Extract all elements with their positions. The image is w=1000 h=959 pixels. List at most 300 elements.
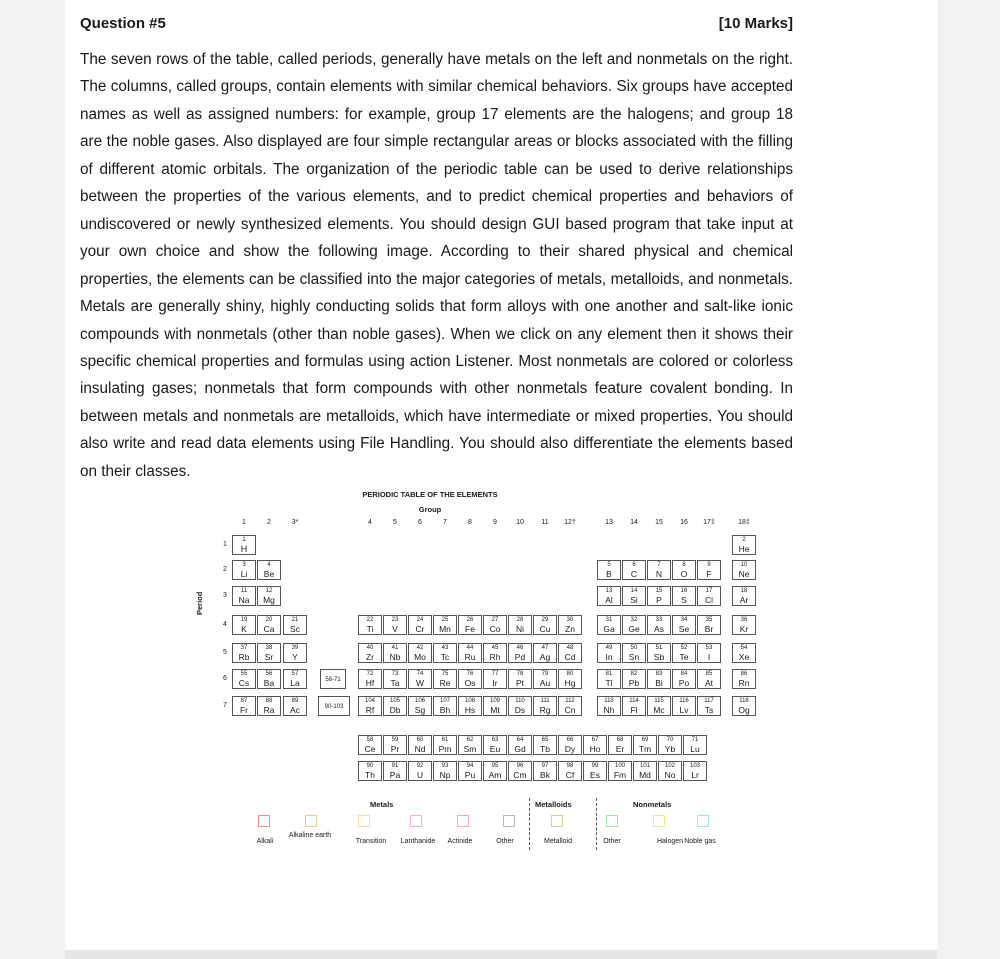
atomic-number: 94 xyxy=(466,763,474,769)
element-cell-kr[interactable] xyxy=(732,615,756,635)
element-symbol: Nd xyxy=(414,743,426,754)
element-symbol: Mc xyxy=(653,704,665,715)
element-cell-ir[interactable] xyxy=(483,669,507,689)
element-cell-yb[interactable] xyxy=(658,735,682,755)
element-cell-co[interactable] xyxy=(483,615,507,635)
legend-swatch-transition xyxy=(358,815,370,827)
element-cell-am[interactable] xyxy=(483,761,507,781)
element-cell-ra[interactable] xyxy=(257,696,281,716)
element-symbol: Sb xyxy=(653,651,665,662)
element-cell-c[interactable] xyxy=(622,560,646,580)
atomic-number: 66 xyxy=(566,737,574,743)
legend-swatch-alkali xyxy=(258,815,270,827)
element-cell-pu[interactable] xyxy=(458,761,482,781)
atomic-number: 52 xyxy=(680,645,688,651)
element-cell-cm[interactable] xyxy=(508,761,532,781)
atomic-number: 24 xyxy=(416,617,424,623)
element-cell-ho[interactable] xyxy=(583,735,607,755)
element-cell-mn[interactable] xyxy=(433,615,457,635)
element-symbol: Mt xyxy=(490,704,500,715)
atomic-number: 56 xyxy=(265,671,273,677)
element-symbol: Ho xyxy=(589,743,601,754)
element-cell-as[interactable] xyxy=(647,615,671,635)
legend-label: Actinide xyxy=(447,838,473,845)
atomic-number: 114 xyxy=(629,698,639,704)
element-symbol: Au xyxy=(539,677,551,688)
element-symbol: Hs xyxy=(464,704,476,715)
element-cell-h[interactable] xyxy=(232,535,256,555)
group-number: 1 xyxy=(242,519,246,526)
element-cell-ar[interactable] xyxy=(732,586,756,606)
element-cell-mo[interactable] xyxy=(408,643,432,663)
atomic-number: 89 xyxy=(291,698,299,704)
element-cell-cs[interactable] xyxy=(232,669,256,689)
element-cell-pm[interactable] xyxy=(433,735,457,755)
element-cell-gd[interactable] xyxy=(508,735,532,755)
element-cell-al[interactable] xyxy=(597,586,621,606)
element-symbol: Ag xyxy=(539,651,551,662)
atomic-number: 96 xyxy=(516,763,524,769)
atomic-number: 88 xyxy=(265,698,273,704)
element-symbol: Cm xyxy=(513,769,527,780)
element-symbol: Db xyxy=(389,704,401,715)
element-symbol: Mn xyxy=(439,623,451,634)
element-cell-mg[interactable] xyxy=(257,586,281,606)
atomic-number: 40 xyxy=(366,645,374,651)
question-title: Question #5 xyxy=(80,15,166,32)
group-heading: Group xyxy=(418,505,442,514)
element-symbol: Th xyxy=(365,769,375,780)
atomic-number: 70 xyxy=(666,737,674,743)
element-cell-w[interactable] xyxy=(408,669,432,689)
element-cell-si[interactable] xyxy=(622,586,646,606)
atomic-number: 15 xyxy=(655,588,663,594)
element-cell-nb[interactable] xyxy=(383,643,407,663)
element-cell-la[interactable] xyxy=(283,669,307,689)
element-cell-rh[interactable] xyxy=(483,643,507,663)
element-cell-re[interactable] xyxy=(433,669,457,689)
element-symbol: Ru xyxy=(464,651,476,662)
legend-swatch-other xyxy=(606,815,618,827)
element-cell-tl[interactable] xyxy=(597,669,621,689)
element-symbol: Po xyxy=(678,677,690,688)
element-symbol: Xe xyxy=(738,651,750,662)
element-symbol: Yb xyxy=(664,743,676,754)
actinide-range-placeholder: 90-103 xyxy=(318,696,350,716)
element-symbol: Sr xyxy=(264,651,274,662)
atomic-number: 76 xyxy=(466,671,474,677)
element-cell-sm[interactable] xyxy=(458,735,482,755)
element-symbol: Pa xyxy=(389,769,401,780)
element-cell-ge[interactable] xyxy=(622,615,646,635)
atomic-number: 86 xyxy=(740,671,748,677)
atomic-number: 34 xyxy=(680,617,688,623)
group-number: 10 xyxy=(516,519,524,526)
element-cell-o[interactable] xyxy=(672,560,696,580)
element-symbol: Pm xyxy=(438,743,452,754)
element-cell-u[interactable] xyxy=(408,761,432,781)
element-cell-np[interactable] xyxy=(433,761,457,781)
element-cell-nh[interactable] xyxy=(597,696,621,716)
element-symbol: Mg xyxy=(263,594,275,605)
element-cell-v[interactable] xyxy=(383,615,407,635)
element-cell-os[interactable] xyxy=(458,669,482,689)
atomic-number: 99 xyxy=(591,763,599,769)
legend-label: Noble gas xyxy=(684,838,716,845)
element-cell-sb[interactable] xyxy=(647,643,671,663)
element-symbol: He xyxy=(738,543,750,554)
element-cell-lu[interactable] xyxy=(683,735,707,755)
element-cell-sr[interactable] xyxy=(257,643,281,663)
atomic-number: 61 xyxy=(441,737,449,743)
element-cell-ce[interactable] xyxy=(358,735,382,755)
atomic-number: 9 xyxy=(707,562,711,568)
atomic-number: 60 xyxy=(416,737,424,743)
group-number: 4 xyxy=(368,519,372,526)
element-cell-rb[interactable] xyxy=(232,643,256,663)
element-symbol: Ne xyxy=(738,568,750,579)
atomic-number: 78 xyxy=(516,671,524,677)
legend-label: Lanthanide xyxy=(400,838,436,845)
element-cell-ga[interactable] xyxy=(597,615,621,635)
element-symbol: Ac xyxy=(290,704,300,715)
group-number: 5 xyxy=(393,519,397,526)
element-symbol: S xyxy=(681,594,687,605)
atomic-number: 29 xyxy=(541,617,549,623)
element-cell-zr[interactable] xyxy=(358,643,382,663)
element-cell-he[interactable] xyxy=(732,535,756,555)
element-symbol: F xyxy=(706,568,712,579)
element-cell-hg[interactable] xyxy=(558,669,582,689)
element-cell-te[interactable] xyxy=(672,643,696,663)
legend-category-title: Metalloids xyxy=(535,800,572,809)
atomic-number: 12 xyxy=(265,588,273,594)
atomic-number: 5 xyxy=(607,562,611,568)
legend-label: Metalloid xyxy=(543,838,572,845)
period-heading: Period xyxy=(195,591,204,615)
element-symbol: Sn xyxy=(628,651,640,662)
period-number: 4 xyxy=(223,621,227,628)
element-cell-li[interactable] xyxy=(232,560,256,580)
element-cell-sg[interactable] xyxy=(408,696,432,716)
atomic-number: 62 xyxy=(466,737,474,743)
element-cell-er[interactable] xyxy=(608,735,632,755)
element-symbol: U xyxy=(416,769,424,780)
element-cell-cl[interactable] xyxy=(697,586,721,606)
atomic-number: 18 xyxy=(740,588,748,594)
atomic-number: 103 xyxy=(689,763,700,769)
group-number: 2 xyxy=(267,519,271,526)
atomic-number: 104 xyxy=(364,698,375,704)
element-symbol: Ds xyxy=(514,704,526,715)
element-cell-lr[interactable] xyxy=(683,761,707,781)
atomic-number: 98 xyxy=(566,763,574,769)
element-symbol: P xyxy=(656,594,662,605)
element-cell-i[interactable] xyxy=(697,643,721,663)
element-cell-og[interactable] xyxy=(732,696,756,716)
element-cell-tb[interactable] xyxy=(533,735,557,755)
element-cell-na[interactable] xyxy=(232,586,256,606)
atomic-number: 100 xyxy=(614,763,625,769)
atomic-number: 73 xyxy=(391,671,399,677)
atomic-number: 58 xyxy=(366,737,374,743)
element-cell-at[interactable] xyxy=(697,669,721,689)
element-cell-ni[interactable] xyxy=(508,615,532,635)
atomic-number: 107 xyxy=(439,698,450,704)
group-number: 14 xyxy=(630,519,638,526)
atomic-number: 115 xyxy=(654,698,664,704)
element-symbol: Bh xyxy=(439,704,451,715)
group-number: 7 xyxy=(443,519,447,526)
element-symbol: Pr xyxy=(390,743,400,754)
atomic-number: 38 xyxy=(265,645,273,651)
page-edge xyxy=(65,950,937,959)
atomic-number: 110 xyxy=(515,698,525,704)
atomic-number: 97 xyxy=(541,763,549,769)
element-cell-mc[interactable] xyxy=(647,696,671,716)
element-symbol: Mo xyxy=(414,651,426,662)
atomic-number: 35 xyxy=(705,617,713,623)
element-symbol: Cf xyxy=(565,769,575,780)
element-symbol: Lv xyxy=(679,704,689,715)
element-cell-ne[interactable] xyxy=(732,560,756,580)
atomic-number: 95 xyxy=(491,763,499,769)
element-symbol: Sg xyxy=(414,704,426,715)
group-number: 9 xyxy=(493,519,497,526)
element-symbol: Ta xyxy=(390,677,400,688)
atomic-number: 83 xyxy=(655,671,663,677)
element-cell-dy[interactable] xyxy=(558,735,582,755)
atomic-number: 54 xyxy=(740,645,748,651)
element-cell-p[interactable] xyxy=(647,586,671,606)
element-cell-tc[interactable] xyxy=(433,643,457,663)
atomic-number: 49 xyxy=(605,645,613,651)
atomic-number: 47 xyxy=(541,645,549,651)
group-number: 15 xyxy=(655,519,663,526)
element-cell-in[interactable] xyxy=(597,643,621,663)
element-cell-no[interactable] xyxy=(658,761,682,781)
element-symbol: Kr xyxy=(739,623,749,634)
element-cell-bi[interactable] xyxy=(647,669,671,689)
atomic-number: 79 xyxy=(541,671,549,677)
atomic-number: 112 xyxy=(565,698,575,704)
group-number: 18‡ xyxy=(738,519,750,526)
element-symbol: O xyxy=(680,568,688,579)
element-cell-be[interactable] xyxy=(257,560,281,580)
element-cell-ba[interactable] xyxy=(257,669,281,689)
atomic-number: 46 xyxy=(516,645,524,651)
element-symbol: Tb xyxy=(540,743,550,754)
element-cell-rf[interactable] xyxy=(358,696,382,716)
element-cell-db[interactable] xyxy=(383,696,407,716)
element-symbol: Sc xyxy=(290,623,300,634)
element-symbol: Md xyxy=(639,769,651,780)
element-symbol: Np xyxy=(439,769,451,780)
legend-label: Alkali xyxy=(256,838,274,845)
atomic-number: 109 xyxy=(489,698,500,704)
element-cell-ti[interactable] xyxy=(358,615,382,635)
element-symbol: Te xyxy=(679,651,689,662)
element-symbol: Rn xyxy=(738,677,750,688)
element-cell-ca[interactable] xyxy=(257,615,281,635)
legend-category-title: Nonmetals xyxy=(633,800,672,809)
legend-swatch-actinide xyxy=(457,815,469,827)
element-cell-sc[interactable] xyxy=(283,615,307,635)
element-symbol: Re xyxy=(439,677,451,688)
element-symbol: Cr xyxy=(415,623,425,634)
legend-label: Halogen xyxy=(656,838,684,845)
element-symbol: Cn xyxy=(564,704,576,715)
element-symbol: Li xyxy=(240,568,248,579)
element-symbol: Rh xyxy=(489,651,501,662)
element-symbol: Rg xyxy=(539,704,551,715)
element-cell-hf[interactable] xyxy=(358,669,382,689)
element-cell-ac[interactable] xyxy=(283,696,307,716)
element-cell-ag[interactable] xyxy=(533,643,557,663)
legend-swatch-noble-gas xyxy=(697,815,709,827)
element-cell-k[interactable] xyxy=(232,615,256,635)
question-marks: [10 Marks] xyxy=(718,15,793,32)
element-cell-pb[interactable] xyxy=(622,669,646,689)
element-symbol: Rf xyxy=(365,704,375,715)
element-cell-b[interactable] xyxy=(597,560,621,580)
atomic-number: 4 xyxy=(267,562,271,568)
atomic-number: 2 xyxy=(742,537,746,543)
element-cell-eu[interactable] xyxy=(483,735,507,755)
element-symbol: Lu xyxy=(690,743,700,754)
atomic-number: 71 xyxy=(691,737,699,743)
atomic-number: 53 xyxy=(705,645,713,651)
element-symbol: No xyxy=(664,769,676,780)
element-symbol: Fe xyxy=(465,623,475,634)
element-cell-cu[interactable] xyxy=(533,615,557,635)
element-symbol: Nh xyxy=(603,704,615,715)
atomic-number: 101 xyxy=(639,763,650,769)
element-cell-ta[interactable] xyxy=(383,669,407,689)
element-cell-sn[interactable] xyxy=(622,643,646,663)
legend-swatch-lanthanide xyxy=(410,815,422,827)
element-cell-y[interactable] xyxy=(283,643,307,663)
legend-category-title: Metals xyxy=(370,800,394,809)
element-cell-f[interactable] xyxy=(697,560,721,580)
element-cell-rn[interactable] xyxy=(732,669,756,689)
element-cell-lv[interactable] xyxy=(672,696,696,716)
element-cell-pa[interactable] xyxy=(383,761,407,781)
atomic-number: 44 xyxy=(466,645,474,651)
element-cell-fe[interactable] xyxy=(458,615,482,635)
group-number: 16 xyxy=(680,519,688,526)
atomic-number: 21 xyxy=(291,617,299,623)
lanthanide-range-placeholder: 58-71 xyxy=(320,669,346,689)
element-cell-xe[interactable] xyxy=(732,643,756,663)
element-symbol: H xyxy=(240,543,248,554)
element-cell-es[interactable] xyxy=(583,761,607,781)
element-cell-fl[interactable] xyxy=(622,696,646,716)
element-symbol: As xyxy=(654,623,664,634)
element-cell-fr[interactable] xyxy=(232,696,256,716)
element-symbol: Cs xyxy=(238,677,250,688)
atomic-number: 113 xyxy=(604,698,614,704)
atomic-number: 85 xyxy=(705,671,713,677)
atomic-number: 84 xyxy=(680,671,688,677)
atomic-number: 67 xyxy=(591,737,599,743)
atomic-number: 23 xyxy=(391,617,399,623)
atomic-number: 102 xyxy=(664,763,675,769)
element-cell-cn[interactable] xyxy=(558,696,582,716)
element-cell-hs[interactable] xyxy=(458,696,482,716)
element-cell-cd[interactable] xyxy=(558,643,582,663)
element-cell-mt[interactable] xyxy=(483,696,507,716)
atomic-number: 26 xyxy=(466,617,474,623)
element-cell-zn[interactable] xyxy=(558,615,582,635)
element-symbol: Es xyxy=(590,769,600,780)
element-cell-po[interactable] xyxy=(672,669,696,689)
element-cell-rg[interactable] xyxy=(533,696,557,716)
atomic-number: 77 xyxy=(491,671,499,677)
group-number: 11 xyxy=(541,519,549,526)
atomic-number: 63 xyxy=(491,737,499,743)
element-cell-cf[interactable] xyxy=(558,761,582,781)
element-cell-pt[interactable] xyxy=(508,669,532,689)
element-cell-tm[interactable] xyxy=(633,735,657,755)
element-cell-s[interactable] xyxy=(672,586,696,606)
element-cell-ds[interactable] xyxy=(508,696,532,716)
element-cell-pr[interactable] xyxy=(383,735,407,755)
atomic-number: 117 xyxy=(704,698,714,704)
element-cell-nd[interactable] xyxy=(408,735,432,755)
element-cell-md[interactable] xyxy=(633,761,657,781)
element-symbol: W xyxy=(415,677,425,688)
element-cell-br[interactable] xyxy=(697,615,721,635)
element-cell-se[interactable] xyxy=(672,615,696,635)
element-cell-ts[interactable] xyxy=(697,696,721,716)
atomic-number: 59 xyxy=(391,737,399,743)
element-symbol: Co xyxy=(489,623,501,634)
element-cell-bh[interactable] xyxy=(433,696,457,716)
atomic-number: 39 xyxy=(291,645,299,651)
element-symbol: Fl xyxy=(630,704,638,715)
legend-label: Alkaline earth xyxy=(288,832,332,839)
atomic-number: 36 xyxy=(740,617,748,623)
atomic-number: 91 xyxy=(391,763,399,769)
atomic-number: 55 xyxy=(240,671,248,677)
group-number: 6 xyxy=(418,519,422,526)
element-cell-au[interactable] xyxy=(533,669,557,689)
atomic-number: 19 xyxy=(240,617,248,623)
group-number: 3* xyxy=(291,519,299,526)
period-number: 6 xyxy=(223,675,227,682)
element-symbol: Br xyxy=(704,623,714,634)
element-symbol: Pu xyxy=(464,769,476,780)
element-symbol: Ga xyxy=(603,623,615,634)
atomic-number: 82 xyxy=(630,671,638,677)
element-symbol: Tm xyxy=(638,743,652,754)
element-cell-cr[interactable] xyxy=(408,615,432,635)
element-cell-pd[interactable] xyxy=(508,643,532,663)
element-cell-bk[interactable] xyxy=(533,761,557,781)
element-symbol: Y xyxy=(292,651,298,662)
atomic-number: 37 xyxy=(240,645,248,651)
element-symbol: Pt xyxy=(515,677,525,688)
atomic-number: 57 xyxy=(291,671,299,677)
element-symbol: Fr xyxy=(239,704,249,715)
element-cell-th[interactable] xyxy=(358,761,382,781)
element-cell-n[interactable] xyxy=(647,560,671,580)
element-cell-ru[interactable] xyxy=(458,643,482,663)
element-symbol: Hg xyxy=(564,677,576,688)
legend-label: Other xyxy=(603,838,621,845)
element-cell-fm[interactable] xyxy=(608,761,632,781)
